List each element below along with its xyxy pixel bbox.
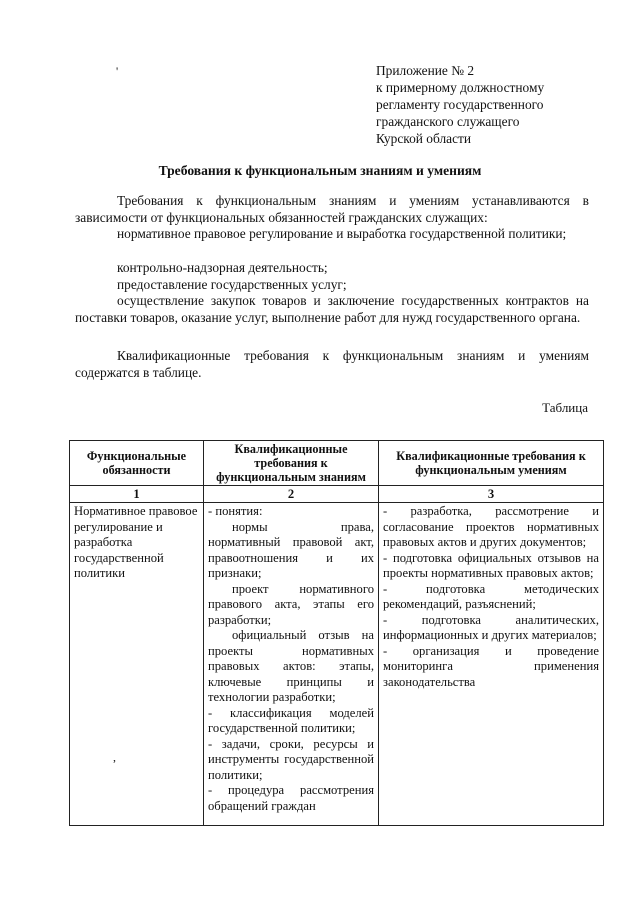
knowledge-item: нормы права, нормативный правовой акт, правоотношения и их признаки; [208, 519, 374, 580]
skills-cell [379, 503, 604, 826]
knowledge-item: - процедура рассмотрения обращений граждан [208, 783, 374, 813]
column-number-row [70, 486, 604, 503]
annex-line: гражданского служащего [376, 114, 520, 129]
scan-speck: ' [116, 64, 119, 78]
intro-line: предоставление государственных услуг; [117, 277, 347, 292]
knowledge-item: - классификация моделей государственной политики; [208, 705, 374, 735]
intro-line: контрольно-надзорная деятельность; [117, 260, 328, 275]
intro-paragraph: осуществление закупок товаров и заключение государственных контрактов на поставки товаров, оказание услуг, выполнение работ для нужд государственного органа. [75, 293, 589, 325]
intro-paragraph: Требования к функциональным знаниям и умениям устанавливаются в зависимости от функциональных обязанностей гражданских служащих: [75, 193, 589, 225]
knowledge-item: - задачи, сроки, ресурсы и инструменты государственной политики; [208, 736, 374, 782]
skills-item: - организация и проведение мониторинга применения законодательства [383, 643, 599, 689]
skills-item: - подготовка официальных отзывов на проекты нормативных правовых актов; [383, 550, 599, 580]
column-number: 1 [70, 486, 204, 503]
intro-paragraph: нормативное правовое регулирование и выработка государственной политики; [117, 226, 567, 241]
knowledge-item: официальный отзыв на проекты нормативных правовых актов: этапы, ключевые принципы и технологии разработки; [208, 628, 374, 704]
column-number: 3 [379, 486, 604, 503]
knowledge-item: - понятия: [208, 504, 263, 518]
skills-item: - подготовка методических рекомендаций, разъяснений; [383, 581, 599, 611]
column-header: Функциональные обязанности [70, 441, 204, 486]
scan-speck: , [113, 750, 116, 764]
document-heading: Требования к функциональным знаниям и умениям [158, 163, 482, 178]
table-header-row [70, 441, 604, 486]
annex-line: регламенту государственного [376, 97, 544, 112]
annex-line: Приложение № 2 [376, 63, 475, 78]
knowledge-item: проект нормативного правового акта, этапы его разработки; [208, 581, 374, 627]
column-number: 2 [204, 486, 379, 503]
column-header: Квалификационные требования к функциональным знаниям [204, 441, 379, 486]
duty-cell [70, 503, 204, 826]
intro-paragraph: Квалификационные требования к функциональным знаниям и умениям содержатся в таблице. [75, 348, 589, 380]
annex-line: к примерному должностному [376, 80, 545, 95]
duty-text: Нормативное правовое регулирование и разработка государственной политики [74, 504, 198, 580]
skills-item: - подготовка аналитических, информационных и других материалов; [383, 612, 599, 642]
skills-item: - разработка, рассмотрение и согласование проектов нормативных правовых актов и других документов; [383, 504, 599, 549]
annex-block [376, 62, 596, 147]
requirements-table [69, 440, 604, 826]
knowledge-cell [204, 503, 379, 826]
table-row [70, 503, 604, 826]
table-caption: Таблица [542, 400, 588, 415]
column-header: Квалификационные требования к функциональным умениям [379, 441, 604, 486]
annex-line: Курской области [376, 131, 472, 146]
